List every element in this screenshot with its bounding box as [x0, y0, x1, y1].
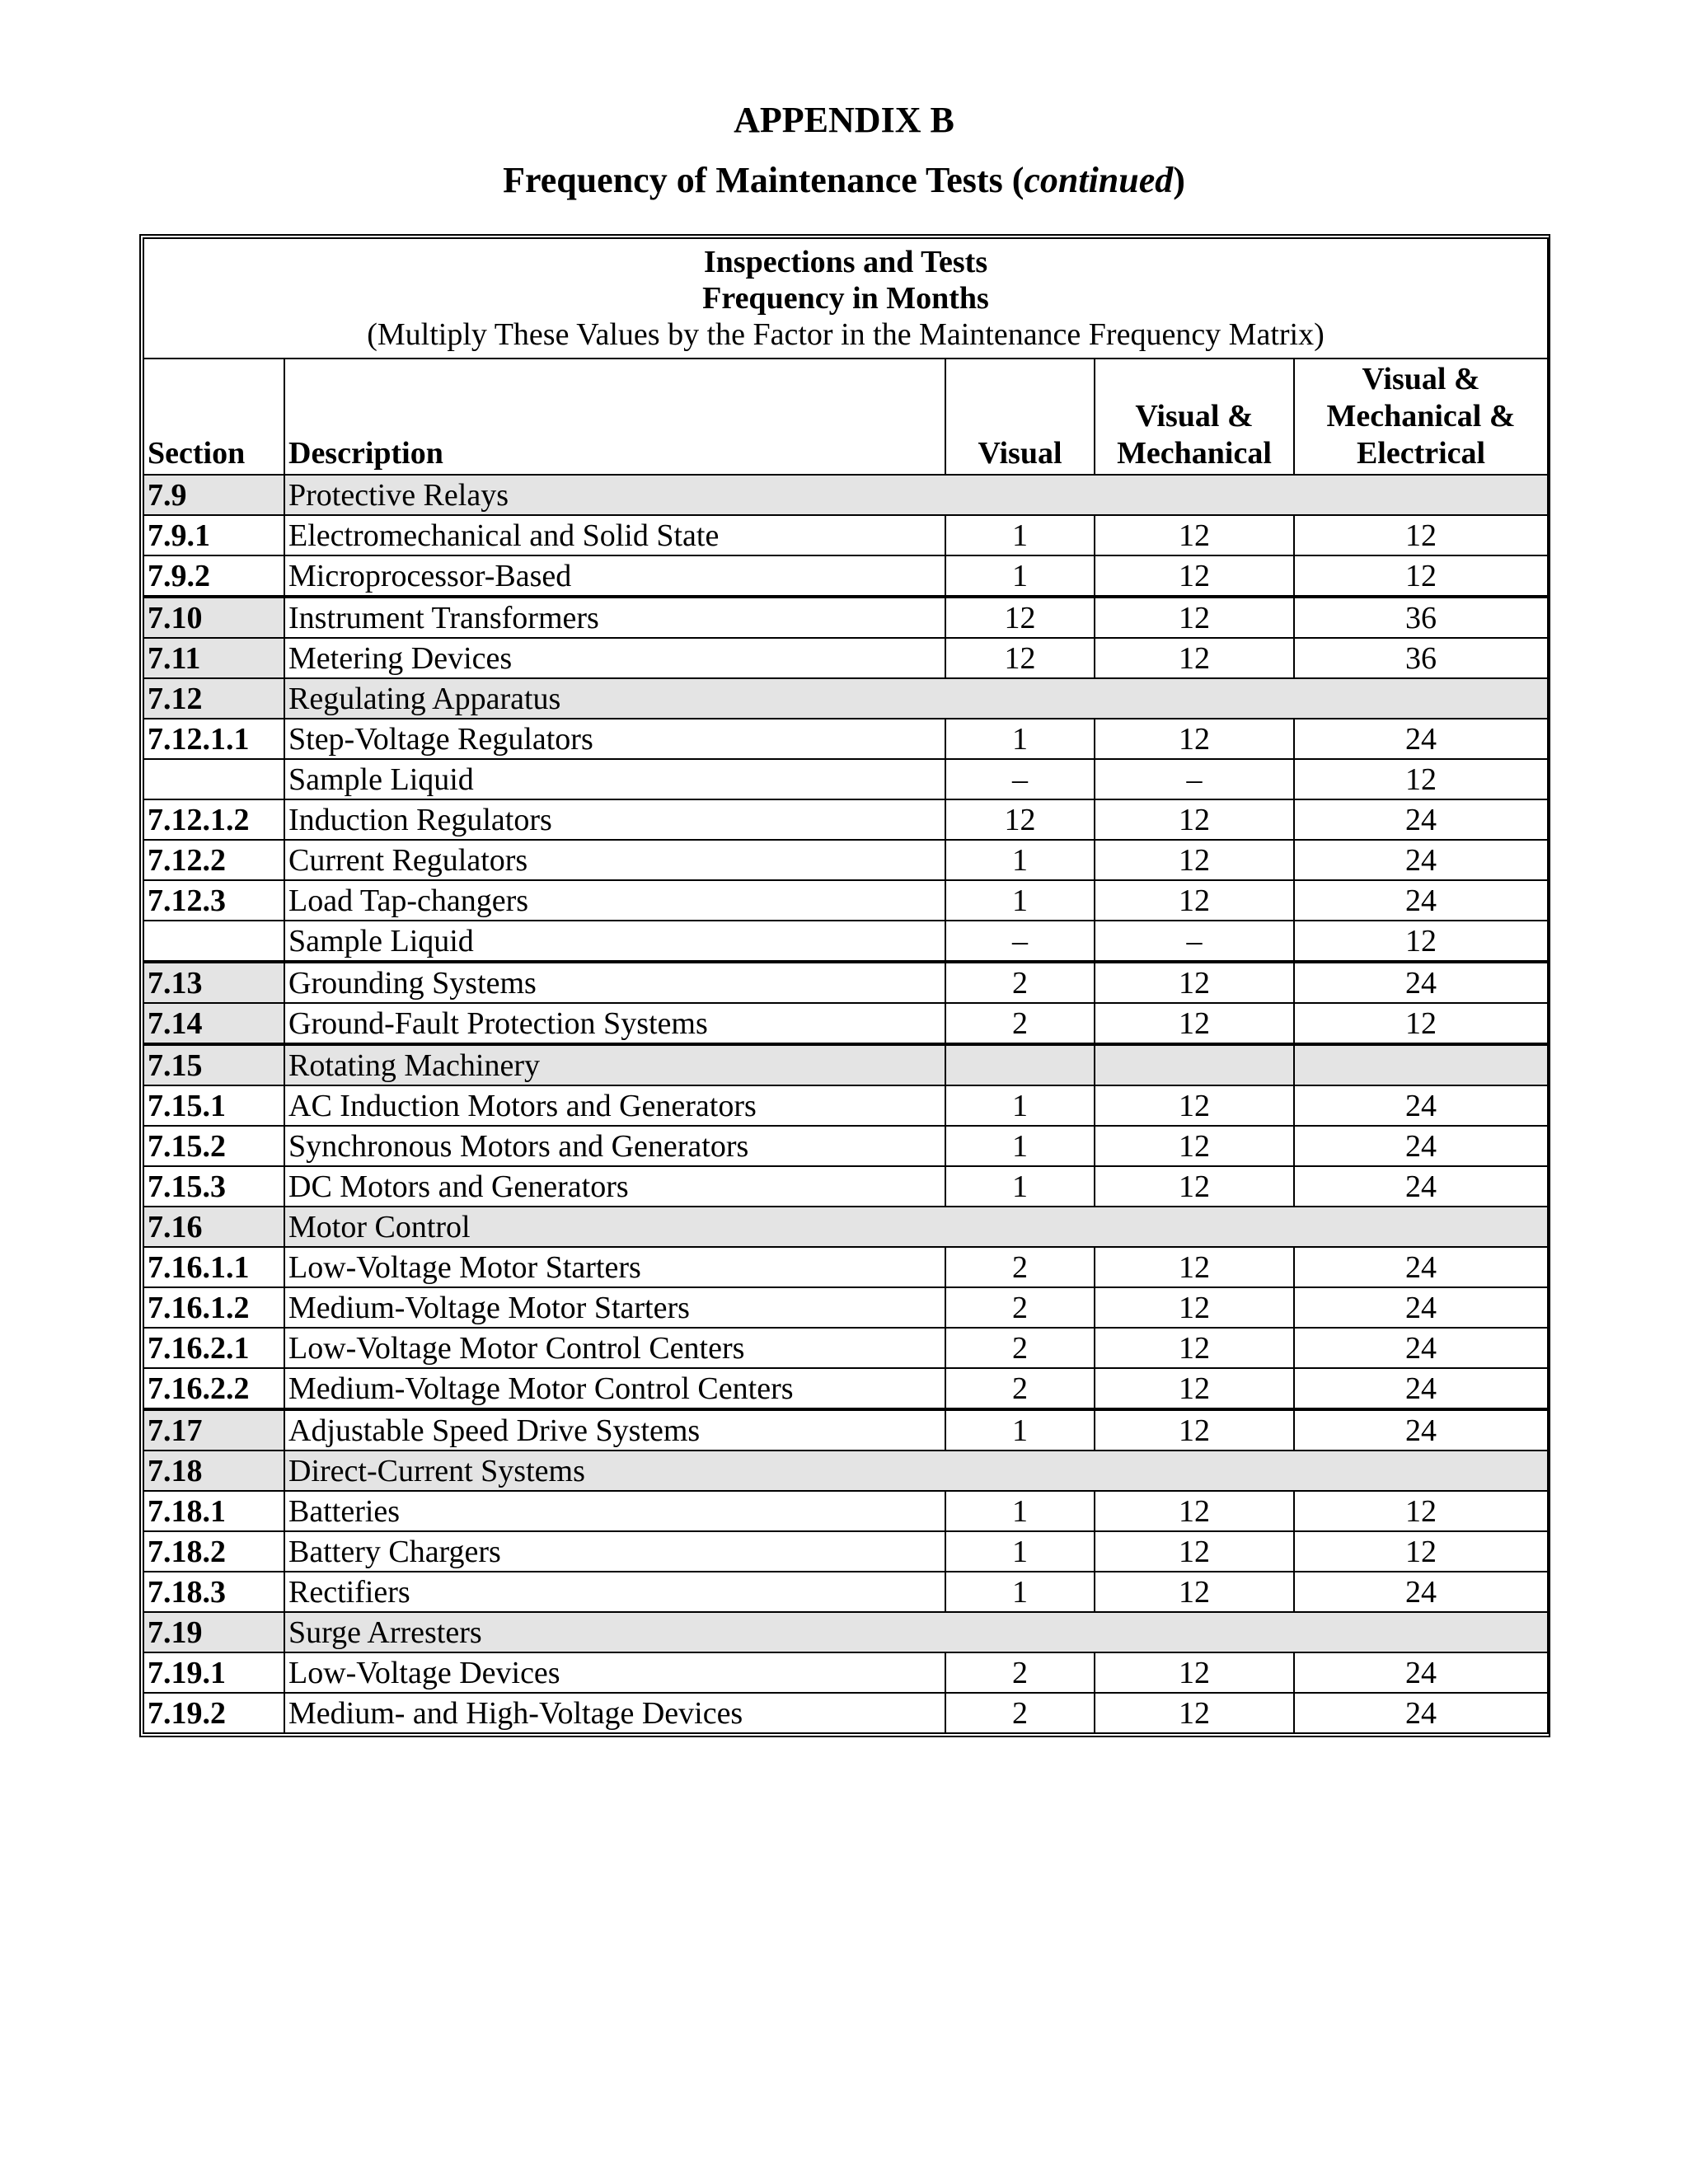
visual-mechanical-electrical-months: 24 [1294, 1368, 1548, 1409]
visual-mechanical-electrical-months: 12 [1294, 555, 1548, 597]
visual-mechanical-months: 12 [1095, 719, 1294, 759]
description: Electromechanical and Solid State [284, 515, 945, 555]
section-number: 7.10 [143, 597, 284, 638]
table-row [143, 880, 1548, 921]
visual-months: – [945, 921, 1095, 962]
column-header-visual-mechanical-electrical [1294, 359, 1548, 475]
page-subtitle [0, 157, 1688, 204]
visual-months: 2 [945, 1003, 1095, 1044]
visual-mechanical-months: 12 [1095, 962, 1294, 1003]
section-number: 7.16.1.1 [143, 1247, 284, 1287]
description: Battery Chargers [284, 1531, 945, 1572]
visual-months [945, 1044, 1095, 1085]
table-banner [143, 238, 1548, 359]
description: Adjustable Speed Drive Systems [284, 1409, 945, 1451]
visual-mechanical-months: 12 [1095, 1328, 1294, 1368]
visual-months: 2 [945, 1652, 1095, 1693]
section-number: 7.18 [143, 1451, 284, 1491]
visual-months: 2 [945, 1693, 1095, 1733]
subtitle-main: Frequency of Maintenance Tests ( [503, 160, 1025, 200]
table-row [143, 1531, 1548, 1572]
section-number: 7.12 [143, 678, 284, 719]
section-number: 7.12.2 [143, 840, 284, 880]
group-description: Rotating Machinery [284, 1044, 945, 1085]
table-row [143, 1085, 1548, 1126]
table-row [143, 1126, 1548, 1166]
section-number: 7.11 [143, 638, 284, 678]
visual-months: 1 [945, 1531, 1095, 1572]
section-number [143, 759, 284, 799]
description: Current Regulators [284, 840, 945, 880]
section-number: 7.19.1 [143, 1652, 284, 1693]
visual-months: 1 [945, 555, 1095, 597]
description: Sample Liquid [284, 759, 945, 799]
section-number: 7.9.1 [143, 515, 284, 555]
section-number: 7.16.1.2 [143, 1287, 284, 1328]
description: Low-Voltage Motor Control Centers [284, 1328, 945, 1368]
column-header-section: Section [143, 359, 284, 475]
visual-mechanical-months: 12 [1095, 1003, 1294, 1044]
visual-mechanical-electrical-months: 24 [1294, 1247, 1548, 1287]
vm-line-1: Visual & [1135, 399, 1254, 434]
visual-mechanical-electrical-months: 24 [1294, 719, 1548, 759]
group-description: Protective Relays [284, 475, 1548, 515]
section-group-row [143, 1207, 1548, 1247]
table-row [143, 1652, 1548, 1693]
section-number: 7.17 [143, 1409, 284, 1451]
visual-mechanical-electrical-months: 36 [1294, 597, 1548, 638]
visual-mechanical-months: 12 [1095, 840, 1294, 880]
group-description: Motor Control [284, 1207, 1548, 1247]
visual-mechanical-months: 12 [1095, 1693, 1294, 1733]
visual-months: 1 [945, 1572, 1095, 1612]
visual-mechanical-months: 12 [1095, 1491, 1294, 1531]
visual-mechanical-months [1095, 1044, 1294, 1085]
visual-months: 2 [945, 1287, 1095, 1328]
subtitle-end: ) [1173, 160, 1185, 200]
vm-line-2: Mechanical [1117, 436, 1272, 471]
table-row [143, 597, 1548, 638]
section-number: 7.9 [143, 475, 284, 515]
visual-mechanical-electrical-months: 24 [1294, 1287, 1548, 1328]
section-number: 7.16.2.2 [143, 1368, 284, 1409]
section-group-row [143, 1612, 1548, 1652]
section-number: 7.18.3 [143, 1572, 284, 1612]
description: Metering Devices [284, 638, 945, 678]
table-row [143, 719, 1548, 759]
description: Induction Regulators [284, 799, 945, 840]
visual-mechanical-electrical-months: 24 [1294, 1572, 1548, 1612]
description: Load Tap-changers [284, 880, 945, 921]
section-group-row [143, 1451, 1548, 1491]
section-number: 7.18.1 [143, 1491, 284, 1531]
visual-mechanical-electrical-months: 24 [1294, 1166, 1548, 1207]
visual-months: 1 [945, 1409, 1095, 1451]
visual-mechanical-electrical-months: 24 [1294, 840, 1548, 880]
section-number: 7.18.2 [143, 1531, 284, 1572]
visual-mechanical-electrical-months: 12 [1294, 1003, 1548, 1044]
visual-months: 1 [945, 840, 1095, 880]
visual-mechanical-electrical-months: 12 [1294, 1491, 1548, 1531]
visual-months: 2 [945, 1368, 1095, 1409]
table-row [143, 962, 1548, 1003]
table-row [143, 1247, 1548, 1287]
section-number: 7.12.1.1 [143, 719, 284, 759]
visual-mechanical-months: 12 [1095, 1368, 1294, 1409]
section-number [143, 921, 284, 962]
vme-line-1: Visual & [1362, 362, 1480, 396]
visual-mechanical-months: 12 [1095, 1247, 1294, 1287]
table-row [143, 1328, 1548, 1368]
table-row [143, 638, 1548, 678]
description: Rectifiers [284, 1572, 945, 1612]
table-row [143, 555, 1548, 597]
visual-mechanical-electrical-months: 12 [1294, 1531, 1548, 1572]
visual-months: 12 [945, 638, 1095, 678]
visual-mechanical-months: 12 [1095, 1166, 1294, 1207]
visual-mechanical-months: 12 [1095, 1126, 1294, 1166]
visual-mechanical-months: 12 [1095, 597, 1294, 638]
banner-line-2: Frequency in Months [702, 281, 989, 316]
vme-line-2: Mechanical & [1326, 399, 1516, 434]
description: Low-Voltage Devices [284, 1652, 945, 1693]
visual-mechanical-months: 12 [1095, 1409, 1294, 1451]
visual-months: 12 [945, 597, 1095, 638]
description: Synchronous Motors and Generators [284, 1126, 945, 1166]
visual-mechanical-electrical-months: 24 [1294, 1652, 1548, 1693]
section-number: 7.12.1.2 [143, 799, 284, 840]
visual-mechanical-electrical-months: 24 [1294, 1126, 1548, 1166]
table-row [143, 840, 1548, 880]
visual-mechanical-electrical-months: 24 [1294, 880, 1548, 921]
visual-mechanical-months: 12 [1095, 555, 1294, 597]
visual-months: 2 [945, 1328, 1095, 1368]
section-number: 7.19.2 [143, 1693, 284, 1733]
section-group-row [143, 678, 1548, 719]
description: Medium- and High-Voltage Devices [284, 1693, 945, 1733]
subtitle-italic: continued [1024, 160, 1174, 200]
section-number: 7.12.3 [143, 880, 284, 921]
group-description: Surge Arresters [284, 1612, 1548, 1652]
visual-mechanical-months: 12 [1095, 638, 1294, 678]
table-row [143, 921, 1548, 962]
visual-months: 12 [945, 799, 1095, 840]
visual-mechanical-electrical-months: 36 [1294, 638, 1548, 678]
group-description: Direct-Current Systems [284, 1451, 1548, 1491]
description: Ground-Fault Protection Systems [284, 1003, 945, 1044]
description: Grounding Systems [284, 962, 945, 1003]
visual-mechanical-electrical-months: 24 [1294, 962, 1548, 1003]
table-row [143, 1287, 1548, 1328]
section-number: 7.15.2 [143, 1126, 284, 1166]
table-row [143, 1368, 1548, 1409]
section-group-row [143, 1044, 1548, 1085]
banner-line-1: Inspections and Tests [703, 245, 988, 279]
table-row [143, 1693, 1548, 1733]
section-group-row [143, 475, 1548, 515]
column-header-description: Description [284, 359, 945, 475]
table-row [143, 1491, 1548, 1531]
visual-mechanical-months: 12 [1095, 799, 1294, 840]
table-body [143, 475, 1548, 1733]
visual-mechanical-electrical-months: 24 [1294, 1693, 1548, 1733]
maintenance-frequency-table [143, 237, 1549, 1734]
visual-mechanical-electrical-months: 24 [1294, 1085, 1548, 1126]
visual-mechanical-electrical-months: 24 [1294, 1328, 1548, 1368]
section-number: 7.9.2 [143, 555, 284, 597]
visual-months: 1 [945, 1085, 1095, 1126]
visual-mechanical-electrical-months [1294, 1044, 1548, 1085]
section-number: 7.13 [143, 962, 284, 1003]
description: AC Induction Motors and Generators [284, 1085, 945, 1126]
visual-mechanical-months: 12 [1095, 1572, 1294, 1612]
column-header-row [143, 359, 1548, 475]
section-number: 7.16.2.1 [143, 1328, 284, 1368]
description: Medium-Voltage Motor Control Centers [284, 1368, 945, 1409]
visual-mechanical-electrical-months: 12 [1294, 921, 1548, 962]
table-row [143, 1003, 1548, 1044]
description: Medium-Voltage Motor Starters [284, 1287, 945, 1328]
description: Batteries [284, 1491, 945, 1531]
visual-mechanical-months: 12 [1095, 880, 1294, 921]
table-row [143, 1409, 1548, 1451]
visual-mechanical-months: 12 [1095, 1652, 1294, 1693]
table-row [143, 1166, 1548, 1207]
appendix-title: APPENDIX B [734, 100, 954, 140]
section-number: 7.15 [143, 1044, 284, 1085]
description: Microprocessor-Based [284, 555, 945, 597]
vme-line-3: Electrical [1356, 436, 1486, 471]
table-row [143, 1572, 1548, 1612]
section-number: 7.14 [143, 1003, 284, 1044]
visual-months: 1 [945, 1166, 1095, 1207]
description: Sample Liquid [284, 921, 945, 962]
visual-months: 2 [945, 1247, 1095, 1287]
column-header-visual: Visual [945, 359, 1095, 475]
banner-line-3: (Multiply These Values by the Factor in the Maintenance Frequency Matrix) [367, 317, 1325, 352]
group-description: Regulating Apparatus [284, 678, 1548, 719]
visual-mechanical-months: – [1095, 759, 1294, 799]
section-number: 7.16 [143, 1207, 284, 1247]
visual-mechanical-electrical-months: 24 [1294, 799, 1548, 840]
visual-months: – [945, 759, 1095, 799]
description: Low-Voltage Motor Starters [284, 1247, 945, 1287]
section-number: 7.15.1 [143, 1085, 284, 1126]
visual-mechanical-months: 12 [1095, 1085, 1294, 1126]
visual-months: 1 [945, 1126, 1095, 1166]
section-number: 7.19 [143, 1612, 284, 1652]
description: DC Motors and Generators [284, 1166, 945, 1207]
visual-months: 1 [945, 880, 1095, 921]
visual-mechanical-months: 12 [1095, 1531, 1294, 1572]
visual-mechanical-months: – [1095, 921, 1294, 962]
section-number: 7.15.3 [143, 1166, 284, 1207]
visual-months: 2 [945, 962, 1095, 1003]
table-row [143, 515, 1548, 555]
table-row [143, 759, 1548, 799]
visual-months: 1 [945, 719, 1095, 759]
visual-mechanical-electrical-months: 24 [1294, 1409, 1548, 1451]
visual-months: 1 [945, 1491, 1095, 1531]
visual-months: 1 [945, 515, 1095, 555]
maintenance-table-frame [139, 234, 1550, 1737]
visual-mechanical-months: 12 [1095, 515, 1294, 555]
description: Instrument Transformers [284, 597, 945, 638]
visual-mechanical-electrical-months: 12 [1294, 759, 1548, 799]
column-header-visual-mechanical [1095, 359, 1294, 475]
table-row [143, 799, 1548, 840]
visual-mechanical-electrical-months: 12 [1294, 515, 1548, 555]
visual-mechanical-months: 12 [1095, 1287, 1294, 1328]
description: Step-Voltage Regulators [284, 719, 945, 759]
